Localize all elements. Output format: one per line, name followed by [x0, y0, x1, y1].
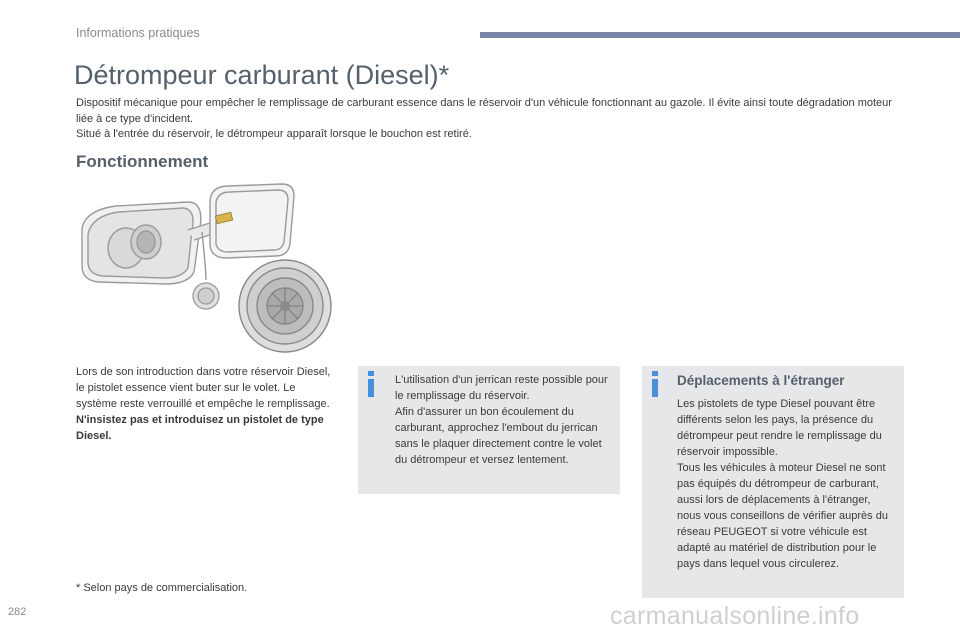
intro-paragraph-1: Dispositif mécanique pour empêcher le remplissage de carburant essence dans le réservoir d'un véhicule fonctionnant au gazole. Il évite ainsi toute dégradation moteur liée à ce type d'incident. [76, 97, 892, 125]
section-label: Informations pratiques [76, 26, 200, 40]
info-abroad-title: Déplacements à l'étranger [677, 373, 845, 388]
info-box-jerrican [358, 366, 620, 494]
info-abroad-paragraph-2: Tous les véhicules à moteur Diesel ne sont pas équipés du détrompeur de carburant, aussi lors de déplacements à l'étranger, nous vous conseillons de vérifier auprès du réseau PEUGEOT si votre véhicule est adapté au matériel de distribution pour le pays dans lequel vous circulerez. [677, 462, 888, 570]
page-number: 282 [8, 606, 27, 618]
info-icon [650, 371, 660, 397]
footnote: * Selon pays de commercialisation. [76, 582, 248, 594]
info-jerrican-paragraph-1: L'utilisation d'un jerrican reste possible pour le remplissage du réservoir. [395, 374, 608, 402]
info-abroad-text [677, 396, 897, 572]
watermark: carmanualsonline.info [610, 602, 860, 630]
intro-text [76, 96, 906, 143]
fonctionnement-text [76, 364, 338, 444]
info-jerrican-paragraph-2: Afin d'assurer un bon écoulement du carburant, approchez l'embout du jerrican sans le plaquer directement contre le volet du détrompeur et versez lentement. [395, 406, 602, 466]
header-accent-bar [480, 32, 960, 38]
info-abroad-paragraph-1: Les pistolets de type Diesel pouvant être différents selon les pays, la présence du détrompeur peut rendre le remplissage du réservoir impossible. [677, 398, 882, 458]
fonctionnement-warning: N'insistez pas et introduisez un pistolet de type Diesel. [76, 414, 324, 442]
page-title: Détrompeur carburant (Diesel)* [74, 60, 450, 90]
section-heading: Fonctionnement [76, 152, 209, 171]
info-icon [366, 371, 376, 397]
fonctionnement-paragraph: Lors de son introduction dans votre réservoir Diesel, le pistolet essence vient buter sur le volet. Le système reste verrouillé et empêche le remplissage. [76, 366, 331, 410]
intro-paragraph-2: Situé à l'entrée du réservoir, le détrompeur apparaît lorsque le bouchon est retiré. [76, 128, 472, 140]
info-jerrican-text [395, 372, 611, 468]
fuel-filler-illustration [76, 180, 338, 360]
info-box-abroad [642, 366, 904, 598]
